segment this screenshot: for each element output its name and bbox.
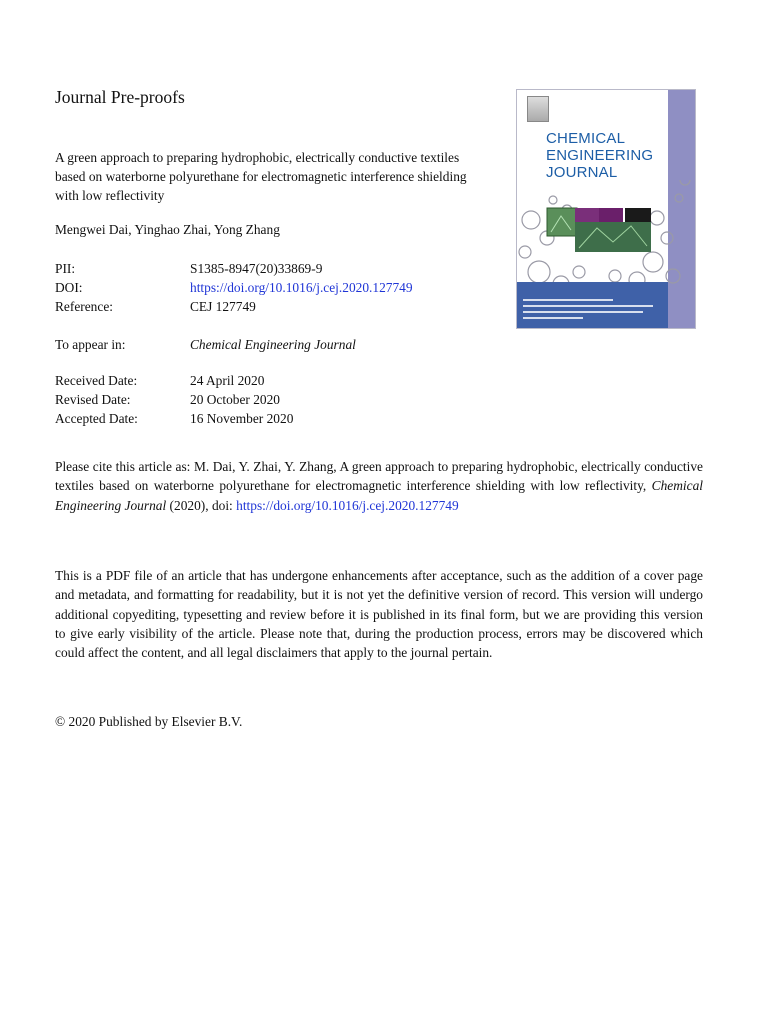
accepted-label: Accepted Date: [55,411,138,426]
article-title [55,148,500,205]
citation-journal: Chemical Engineering Journal [55,478,703,513]
citation-text: Please cite this article as: M. Dai, Y. Zhai, Y. Zhang, A green approach to preparing hydrophobic, electrically conductive textiles based on waterborne polyurethane for electromagnetic interference shielding with low reflectivity, [55,459,703,494]
pii-value: S1385-8947(20)33869-9 [190,261,323,276]
reference-value: CEJ 127749 [190,299,256,314]
cover-banner-line [523,299,613,301]
title-line: based on waterborne polyurethane for electromagnetic interference shielding [55,169,467,184]
revised-label: Revised Date: [55,392,131,407]
citation-doi-link[interactable]: https://doi.org/10.1016/j.cej.2020.127749 [236,497,459,513]
received-label: Received Date: [55,373,138,388]
cover-title-line: JOURNAL [546,164,618,181]
cover-title-line: CHEMICAL [546,130,626,147]
page-header: Journal Pre-proofs [55,87,185,107]
doi-link[interactable]: https://doi.org/10.1016/j.cej.2020.127749 [190,280,413,295]
title-line: with low reflectivity [55,188,165,203]
pdf-notice-paragraph: This is a PDF file of an article that has undergone enhancements after acceptance, such as the addition of a cover page and metadata, and formatting for readability, but it is not yet the definitive version of record. This version will undergo additional copyediting, typesetting and review before it is published in its final form, but we are providing this version to give early visibility of the article. Please note that, during the production process, errors may be discovered which could affect the content, and all legal disclaimers that apply to the journal pertain. [55,568,703,661]
received-value: 24 April 2020 [190,373,265,388]
cover-banner [517,282,668,328]
doi-label: DOI: [55,280,83,295]
title-line: A green approach to preparing hydrophobic, electrically conductive textiles [55,150,460,165]
pii-label: PII: [55,261,76,276]
citation-paragraph [55,457,703,515]
cover-banner-line [523,317,583,319]
appear-value: Chemical Engineering Journal [190,337,356,352]
authors: Mengwei Dai, Yinghao Zhai, Yong Zhang [55,222,280,237]
revised-value: 20 October 2020 [190,392,280,407]
elsevier-logo-icon [527,96,549,122]
cover-banner-line [523,305,653,307]
journal-cover-image [516,89,696,329]
cover-title [546,130,666,181]
citation-mid: (2020), doi: [166,497,237,513]
accepted-value: 16 November 2020 [190,411,294,426]
reference-label: Reference: [55,299,113,314]
copyright: © 2020 Published by Elsevier B.V. [55,714,243,729]
cover-banner-line [523,311,643,313]
cover-title-line: ENGINEERING [546,147,654,164]
appear-label: To appear in: [55,337,126,352]
